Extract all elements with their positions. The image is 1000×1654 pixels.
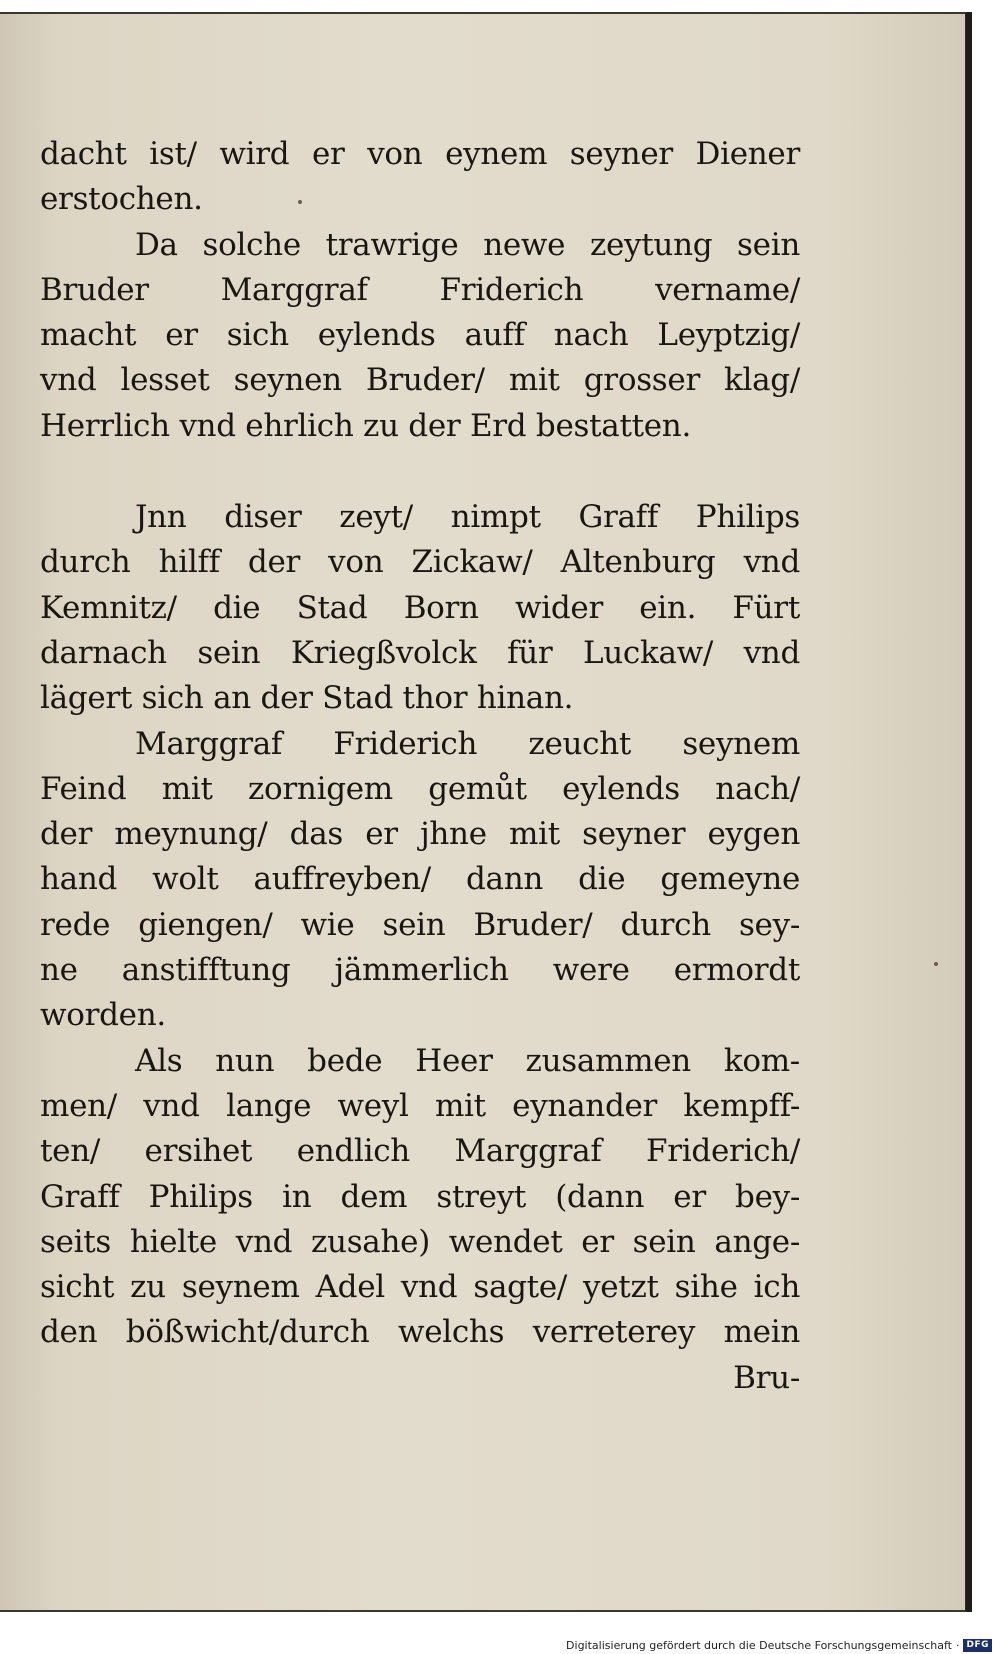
text-line: seits hielte vnd zusahe) wendet er sein ange- (40, 1223, 800, 1260)
dfg-logo: DFG (963, 1639, 992, 1652)
text-line: Bruder Marggraf Friderich vername/ (40, 271, 800, 308)
text-line: Da solche trawrige newe zeytung sein (135, 226, 800, 263)
paragraph-gap (40, 449, 800, 495)
text-line: lägert sich an der Stad thor hinan. (40, 680, 574, 717)
text-line: hand wolt auffreyben/ dann die gemeyne (40, 861, 800, 898)
text-line: ten/ ersihet endlich Marggraf Friderich/ (40, 1133, 800, 1170)
book-page (0, 12, 968, 1612)
credit-text: Digitalisierung gefördert durch die Deutsche Forschungsgemeinschaft (566, 1639, 952, 1652)
text-line: Jnn diser zeyt/ nimpt Graff Philips (135, 499, 800, 536)
text-line: men/ vnd lange weyl mit eynander kempff- (40, 1087, 800, 1124)
text-line: vnd lesset seynen Bruder/ mit grosser klag/ (40, 362, 800, 399)
text-line: den bößwicht/durch welchs verreterey mein (40, 1314, 800, 1351)
text-line: der meynung/ das er jhne mit seyner eygen (40, 816, 800, 853)
text-line: Graff Philips in dem streyt (dann er bey- (40, 1178, 800, 1215)
text-line: Feind mit zornigem gemůt eylends nach/ (40, 770, 800, 807)
text-line: darnach sein Kriegßvolck für Luckaw/ vnd (40, 634, 800, 671)
text-line: durch hilff der von Zickaw/ Altenburg vnd (40, 544, 800, 581)
paper-speck (934, 962, 938, 966)
page-text (40, 132, 800, 1401)
text-line: dacht ist/ wird er von eynem seyner Diener (40, 136, 800, 172)
text-line: erstochen. (40, 181, 203, 218)
text-line: rede giengen/ wie sein Bruder/ durch sey- (40, 906, 800, 943)
text-line: Bru- (733, 1359, 800, 1396)
text-line: macht er sich eylends auff nach Leyptzig/ (40, 317, 800, 354)
digitization-credit (566, 1639, 992, 1652)
page-edge-shadow (966, 12, 972, 1612)
text-line: sicht zu seynem Adel vnd sagte/ yetzt sihe ich (40, 1269, 800, 1306)
text-line: Marggraf Friderich zeucht seynem (135, 725, 800, 762)
text-line: Als nun bede Heer zusammen kom- (135, 1042, 800, 1079)
text-line: Herrlich vnd ehrlich zu der Erd bestatten. (40, 407, 692, 444)
text-line: ne anstifftung jämmerlich were ermordt (40, 952, 800, 989)
credit-separator: · (955, 1639, 960, 1652)
text-line: worden. (40, 997, 166, 1034)
text-line: Kemnitz/ die Stad Born wider ein. Fürt (40, 589, 800, 626)
paper-speck (298, 200, 302, 204)
